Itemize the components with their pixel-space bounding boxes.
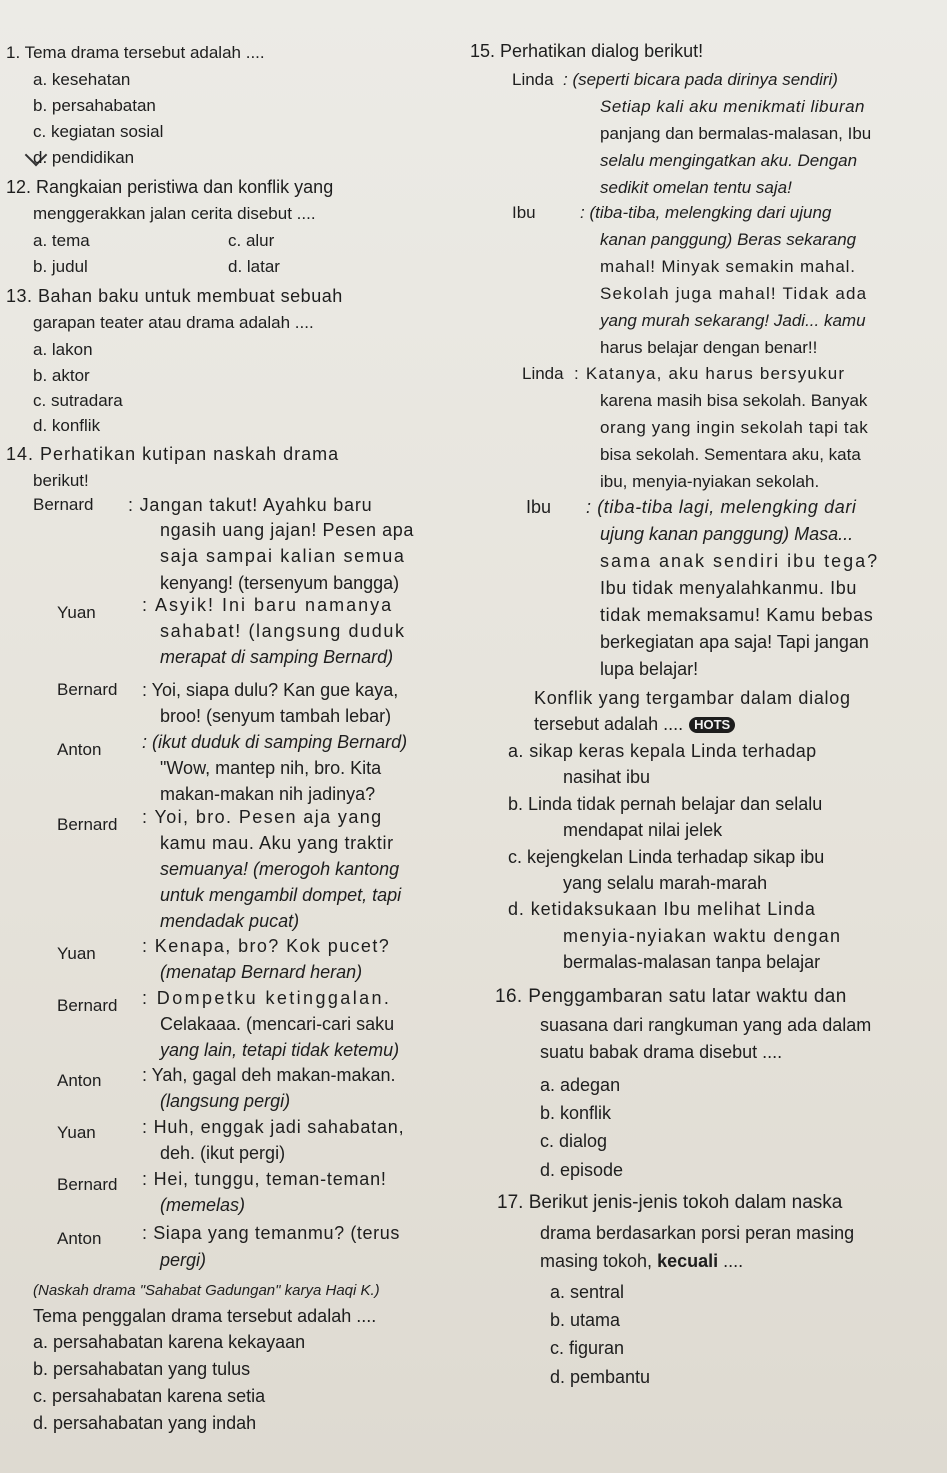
q14-dialog-line: : Dompetku ketinggalan.	[142, 988, 392, 1008]
q15-dialog-line: bisa sekolah. Sementara aku, kata	[600, 445, 861, 464]
q15-option-b-cont: mendapat nilai jelek	[563, 820, 723, 840]
q14-source: (Naskah drama "Sahabat Gadungan" karya Haqi K.)	[33, 1282, 380, 1299]
q14-option-d: d. persahabatan yang indah	[33, 1413, 257, 1433]
q14-speaker: Bernard	[57, 1175, 118, 1194]
q11-option-d: d. pendidikan	[33, 148, 135, 167]
q16-option-b: b. konflik	[540, 1103, 612, 1123]
q15-dialog-line: Sekolah juga mahal! Tidak ada	[600, 284, 868, 303]
q13-line-1: 13. Bahan baku untuk membuat sebuah	[6, 286, 343, 306]
q15-speaker: Linda	[522, 364, 564, 383]
q15-dialog-line: sedikit omelan tentu saja!	[600, 178, 792, 197]
q14-speaker: Yuan	[57, 603, 96, 622]
q15-dialog-line: orang yang ingin sekolah tapi tak	[600, 418, 869, 437]
q14-line-1: 14. Perhatikan kutipan naskah drama	[6, 444, 340, 464]
q15-dialog-line: : (tiba-tiba lagi, melengking dari	[586, 497, 857, 517]
q15-question-line-1: Konflik yang tergambar dalam dialog	[534, 688, 851, 708]
q14-speaker: Bernard	[57, 996, 118, 1015]
q14-dialog-line: Celakaaa. (mencari-cari saku	[160, 1014, 395, 1034]
q15-dialog-line: selalu mengingatkan aku. Dengan	[600, 151, 858, 170]
q14-speaker: Yuan	[57, 1123, 96, 1142]
q15-dialog-line: lupa belajar!	[600, 659, 699, 679]
q12-option-c: c. alur	[228, 231, 275, 250]
q12-option-b: b. judul	[33, 257, 88, 276]
q14-dialog-line: makan-makan nih jadinya?	[160, 784, 376, 804]
q15-dialog-line: Ibu tidak menyalahkanmu. Ibu	[600, 578, 857, 598]
q15-stem: 15. Perhatikan dialog berikut!	[470, 41, 704, 61]
q17-option-b: b. utama	[550, 1310, 621, 1330]
q14-option-a: a. persahabatan karena kekayaan	[33, 1332, 306, 1352]
q14-dialog-line: pergi)	[160, 1250, 207, 1270]
q15-dialog-line: tidak memaksamu! Kamu bebas	[600, 605, 874, 625]
q14-dialog-line: mendadak pucat)	[160, 911, 300, 931]
q16-line-2: suasana dari rangkuman yang ada dalam	[540, 1015, 872, 1035]
q14-dialog-line: deh. (ikut pergi)	[160, 1143, 286, 1163]
q15-question-text: tersebut adalah ....	[534, 714, 684, 734]
q14-dialog-line: : Yoi, bro. Pesen aja yang	[142, 807, 383, 827]
q15-dialog-line: : (seperti bicara pada dirinya sendiri)	[563, 70, 838, 89]
q14-speaker: Yuan	[57, 944, 96, 963]
q15-speaker: Ibu	[526, 497, 552, 517]
q14-dialog-line: : (ikut duduk di samping Bernard)	[142, 732, 408, 752]
q14-speaker: Anton	[57, 1071, 102, 1090]
q16-option-a: a. adegan	[540, 1075, 621, 1095]
q13-line-2: garapan teater atau drama adalah ....	[33, 313, 314, 332]
q14-dialog-line: kenyang! (tersenyum bangga)	[160, 573, 400, 593]
q13-option-c: c. sutradara	[33, 391, 123, 410]
q16-line-1: 16. Penggambaran satu latar waktu dan	[495, 986, 847, 1007]
hots-badge: HOTS	[689, 717, 735, 733]
q15-option-c: c. kejengkelan Linda terhadap sikap ibu	[508, 847, 825, 867]
q17-option-d: d. pembantu	[550, 1367, 651, 1387]
q14-speaker: Anton	[57, 1229, 102, 1248]
q16-option-c: c. dialog	[540, 1131, 608, 1151]
q14-line-2: berikut!	[33, 471, 89, 490]
q14-dialog-line: "Wow, mantep nih, bro. Kita	[160, 758, 382, 778]
q14-speaker: Bernard	[57, 680, 118, 699]
q15-option-a-cont: nasihat ibu	[563, 767, 651, 787]
q15-option-d-cont: bermalas-malasan tanpa belajar	[563, 952, 821, 972]
q14-dialog-line: yang lain, tetapi tidak ketemu)	[160, 1040, 400, 1060]
q15-dialog-line: karena masih bisa sekolah. Banyak	[600, 391, 868, 410]
q13-option-a: a. lakon	[33, 340, 93, 359]
q14-dialog-line: : Hei, tunggu, teman-teman!	[142, 1169, 387, 1189]
q14-dialog-line: saja sampai kalian semua	[160, 546, 406, 566]
q14-dialog-line: : Kenapa, bro? Kok pucet?	[142, 936, 391, 956]
q12-option-a: a. tema	[33, 231, 90, 250]
q12-option-d: d. latar	[228, 257, 280, 276]
q14-dialog-line: merapat di samping Bernard)	[160, 647, 394, 667]
q16-line-3: suatu babak drama disebut ....	[540, 1042, 783, 1062]
q14-option-b: b. persahabatan yang tulus	[33, 1359, 251, 1379]
q14-option-c: c. persahabatan karena setia	[33, 1386, 266, 1406]
q14-dialog-line: : Yah, gagal deh makan-makan.	[142, 1065, 396, 1085]
q15-question-line-2	[534, 713, 735, 735]
q15-option-d-cont: menyia-nyiakan waktu dengan	[563, 926, 842, 946]
q15-option-a: a. sikap keras kepala Linda terhadap	[508, 741, 817, 761]
q16-option-d: d. episode	[540, 1160, 624, 1180]
q15-dialog-line: yang murah sekarang! Jadi... kamu	[600, 311, 866, 330]
q17-line-2: drama berdasarkan porsi peran masing	[540, 1223, 855, 1243]
q15-speaker: Ibu	[512, 203, 536, 222]
q14-dialog-line: (memelas)	[160, 1195, 246, 1215]
q17-option-c: c. figuran	[550, 1338, 625, 1358]
q15-option-d: d. ketidaksukaan Ibu melihat Linda	[508, 899, 816, 919]
q14-dialog-line: : Jangan takut! Ayahku baru	[128, 495, 373, 515]
q14-dialog-line: broo! (senyum tambah lebar)	[160, 706, 392, 726]
q14-speaker: Bernard	[33, 495, 94, 514]
q14-dialog-line: : Huh, enggak jadi sahabatan,	[142, 1117, 405, 1137]
q15-option-c-cont: yang selalu marah-marah	[563, 873, 768, 893]
q15-dialog-line: ujung kanan panggung) Masa...	[600, 524, 854, 544]
q14-dialog-line: untuk mengambil dompet, tapi	[160, 885, 402, 905]
q15-dialog-line: sama anak sendiri ibu tega?	[600, 551, 880, 571]
q14-dialog-line: sahabat! (langsung duduk	[160, 621, 406, 641]
q11-option-a: a. kesehatan	[33, 70, 131, 89]
q15-dialog-line: : (tiba-tiba, melengking dari ujung	[580, 203, 832, 222]
q17-line-3-end: ....	[718, 1251, 744, 1271]
q15-dialog-line: mahal! Minyak semakin mahal.	[600, 257, 856, 276]
q14-speaker: Anton	[57, 740, 102, 759]
q12-line-2: menggerakkan jalan cerita disebut ....	[33, 204, 316, 223]
q13-option-d: d. konflik	[33, 416, 101, 435]
q14-dialog-line: ngasih uang jajan! Pesen apa	[160, 520, 414, 540]
q17-keyword: kecuali	[657, 1251, 719, 1271]
q14-dialog-line: semuanya! (merogoh kantong	[160, 859, 400, 879]
q15-option-b: b. Linda tidak pernah belajar dan selalu	[508, 794, 823, 814]
q13-option-b: b. aktor	[33, 366, 90, 385]
q15-speaker: Linda	[512, 70, 554, 89]
q14-dialog-line: (menatap Bernard heran)	[160, 962, 363, 982]
q15-dialog-line: panjang dan bermalas-malasan, Ibu	[600, 124, 872, 143]
q11-option-c: c. kegiatan sosial	[33, 122, 164, 141]
q14-question: Tema penggalan drama tersebut adalah ....	[33, 1306, 377, 1326]
q15-dialog-line: ibu, menyia-nyiakan sekolah.	[600, 472, 820, 491]
q15-dialog-line: kanan panggung) Beras sekarang	[600, 230, 857, 249]
q15-dialog-line: Setiap kali aku menikmati liburan	[600, 97, 866, 116]
q14-dialog-line: : Yoi, siapa dulu? Kan gue kaya,	[142, 680, 399, 700]
q15-dialog-line: : Katanya, aku harus bersyukur	[574, 364, 846, 383]
q17-line-3	[540, 1250, 743, 1272]
q14-dialog-line: : Siapa yang temanmu? (terus	[142, 1223, 400, 1243]
q11-stem: 1. Tema drama tersebut adalah ....	[6, 43, 265, 62]
q17-line-3-text: masing tokoh,	[540, 1251, 658, 1271]
q11-option-b: b. persahabatan	[33, 96, 156, 115]
q14-dialog-line: : Asyik! Ini baru namanya	[142, 595, 394, 615]
q14-speaker: Bernard	[57, 815, 118, 834]
q15-dialog-line: berkegiatan apa saja! Tapi jangan	[600, 632, 869, 652]
q17-line-1: 17. Berikut jenis-jenis tokoh dalam naska	[497, 1192, 843, 1213]
q14-dialog-line: (langsung pergi)	[160, 1091, 291, 1111]
q15-dialog-line: harus belajar dengan benar!!	[600, 338, 818, 357]
q14-dialog-line: kamu mau. Aku yang traktir	[160, 833, 394, 853]
q17-option-a: a. sentral	[550, 1282, 625, 1302]
q12-line-1: 12. Rangkaian peristiwa dan konflik yang	[6, 177, 334, 197]
